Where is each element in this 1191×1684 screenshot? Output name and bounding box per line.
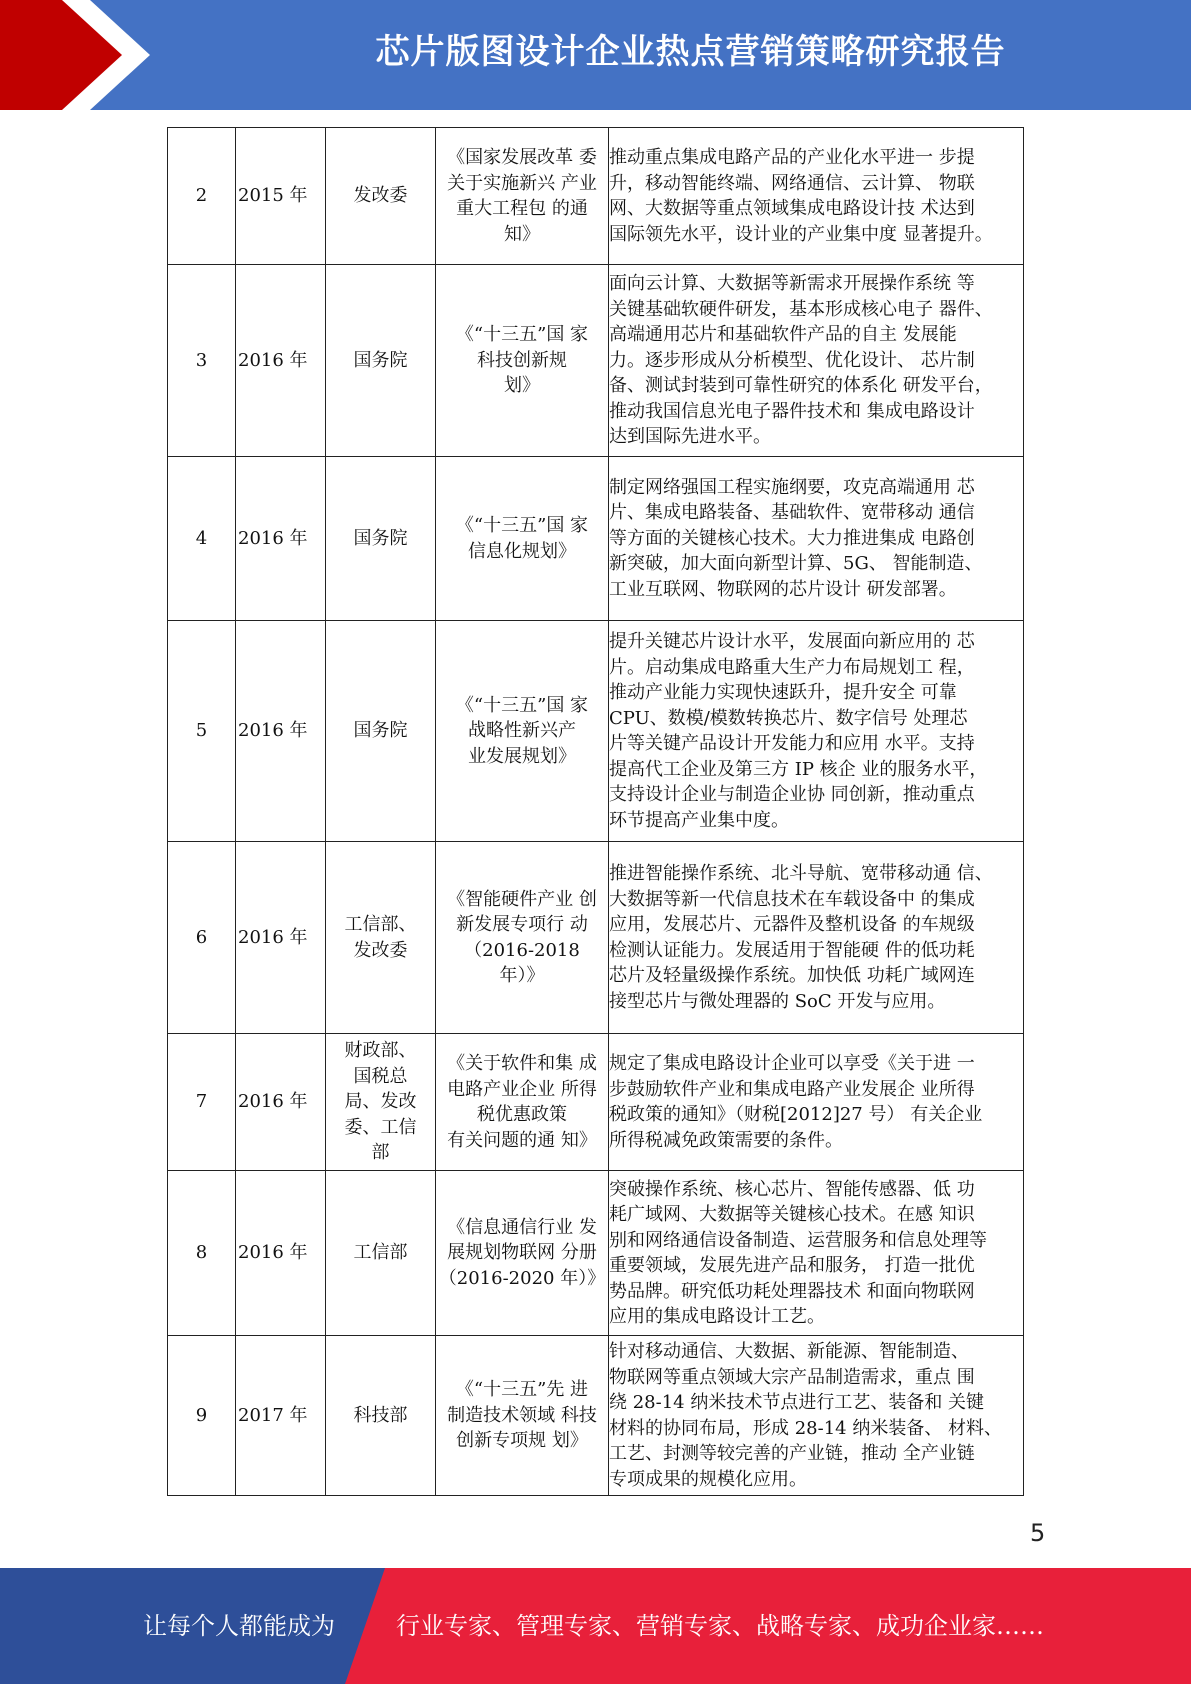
row-policy-line: 关于实施新兴 产业 bbox=[447, 172, 597, 194]
row-policy-line: 科技创新规 bbox=[477, 349, 567, 371]
row-number: 2 bbox=[168, 128, 236, 265]
row-content bbox=[609, 621, 1024, 842]
row-content-line: 关键基础软硬件研发，基本形成核心电子 器件、 bbox=[609, 298, 993, 320]
row-policy bbox=[436, 621, 609, 842]
row-content-line: 高端通用芯片和基础软件产品的自主 发展能 bbox=[609, 324, 957, 346]
row-policy-line: （2016-2020 年）》 bbox=[438, 1267, 606, 1289]
row-year: 2016 年 bbox=[236, 842, 326, 1034]
row-content-line: 绕 28-14 纳米技术节点进行工艺、装备和 关键 bbox=[609, 1392, 985, 1413]
row-content-line: 片、集成电路装备、基础软件、宽带移动 通信 bbox=[609, 502, 975, 524]
row-content bbox=[609, 457, 1024, 621]
row-content-line: 耗广域网、大数据等关键核心技术。在感 知识 bbox=[609, 1204, 975, 1225]
row-content-line: 制定网络强国工程实施纲要，攻克高端通用 芯 bbox=[609, 476, 975, 498]
row-content-line: 应用的集成电路设计工艺。 bbox=[609, 1306, 825, 1327]
row-department-line: 发改委 bbox=[353, 939, 408, 961]
footer-slogan-right: 行业专家、管理专家、营销专家、战略专家、成功企业家…… bbox=[396, 1612, 1044, 1640]
row-policy-line: 《关于软件和集 成 bbox=[447, 1053, 597, 1074]
row-content-line: 应用，发展芯片、元器件及整机设备 的车规级 bbox=[609, 914, 975, 935]
row-content-line: 材料的协同布局，形成 28-14 纳米装备、 材料、 bbox=[609, 1417, 1003, 1439]
row-content-line: 片。启动集成电路重大生产力布局规划工 程， bbox=[609, 656, 975, 678]
row-content-line: 推动我国信息光电子器件技术和 集成电路设计 bbox=[609, 400, 975, 422]
report-title: 芯片版图设计企业热点营销策略研究报告 bbox=[375, 32, 1006, 72]
row-department-line: 国务院 bbox=[353, 527, 408, 549]
footer-slogan-left: 让每个人都能成为 bbox=[143, 1612, 335, 1640]
row-year: 2015 年 bbox=[236, 128, 326, 265]
header-chevron-decoration bbox=[0, 0, 160, 110]
row-policy bbox=[436, 1034, 609, 1171]
row-content-line: 税政策的通知》（财税[2012]27 号） 有关企业 bbox=[609, 1104, 983, 1125]
row-content-line: 重要领域，发展先进产品和服务， 打造一批优 bbox=[609, 1255, 975, 1276]
row-content-line: 备、测试封装到可靠性研究的体系化 研发平台， bbox=[609, 375, 993, 397]
row-policy bbox=[436, 457, 609, 621]
row-content-line: 升，移动智能终端、网络通信、云计算、 物联 bbox=[609, 172, 975, 194]
row-year: 2016 年 bbox=[236, 621, 326, 842]
row-content-line: 势品牌。研究低功耗处理器技术 和面向物联网 bbox=[609, 1280, 975, 1302]
row-department-line: 工信部 bbox=[353, 1242, 408, 1264]
row-department bbox=[326, 128, 436, 265]
row-policy-line: 《“十三五”国 家 bbox=[455, 515, 589, 536]
row-department-line: 委、工信 bbox=[344, 1116, 417, 1138]
table-row bbox=[168, 128, 1024, 265]
row-year: 2016 年 bbox=[236, 457, 326, 621]
row-content-line: 支持设计企业与制造企业协 同创新，推动重点 bbox=[609, 784, 975, 805]
row-content bbox=[609, 1034, 1024, 1171]
row-department bbox=[326, 621, 436, 842]
page-header bbox=[0, 0, 1191, 110]
row-number: 9 bbox=[168, 1336, 236, 1496]
table-row bbox=[168, 457, 1024, 621]
row-department-line: 国务院 bbox=[353, 720, 408, 742]
row-content-line: 提高代工企业及第三方 IP 核企 业的服务水平， bbox=[609, 758, 988, 780]
row-content-line: 接型芯片与微处理器的 SoC 开发与应用。 bbox=[609, 990, 946, 1012]
row-department bbox=[326, 457, 436, 621]
row-policy bbox=[436, 842, 609, 1034]
row-content-line: 工艺、封测等较完善的产业链，推动 全产业链 bbox=[609, 1443, 975, 1464]
row-content bbox=[609, 1336, 1024, 1496]
row-department-line: 发改委 bbox=[353, 185, 408, 207]
row-policy-line: 战略性新兴产 bbox=[468, 720, 576, 742]
row-department-line: 财政部、 bbox=[344, 1040, 417, 1062]
row-content-line: 推动产业能力实现快速跃升，提升安全 可靠 bbox=[609, 682, 957, 703]
row-policy-line: 税优惠政策 bbox=[477, 1104, 567, 1125]
row-policy-line: 年）》 bbox=[499, 965, 545, 986]
row-department-line: 工信部、 bbox=[344, 914, 417, 935]
row-policy bbox=[436, 128, 609, 265]
row-policy-line: 新发展专项行 动 bbox=[456, 914, 588, 935]
row-content-line: 突破操作系统、核心芯片、智能传感器、低 功 bbox=[609, 1178, 975, 1200]
row-content-line: 力。逐步形成从分析模型、优化设计、 芯片制 bbox=[609, 349, 975, 371]
row-content-line: CPU、数模/模数转换芯片、数字信号 处理芯 bbox=[609, 707, 968, 729]
row-department bbox=[326, 265, 436, 457]
row-content-line: 推进智能操作系统、北斗导航、宽带移动通 信、 bbox=[609, 863, 993, 884]
table-row bbox=[168, 621, 1024, 842]
table-row bbox=[168, 1171, 1024, 1336]
row-number: 7 bbox=[168, 1034, 236, 1171]
row-content-line: 专项成果的规模化应用。 bbox=[609, 1468, 807, 1490]
row-content-line: 片等关键产品设计开发能力和应用 水平。支持 bbox=[609, 733, 975, 754]
row-content-line: 国际领先水平，设计业的产业集中度 显著提升。 bbox=[609, 223, 993, 245]
row-department bbox=[326, 1336, 436, 1496]
row-policy bbox=[436, 265, 609, 457]
row-policy-line: 《信息通信行业 发 bbox=[447, 1216, 597, 1238]
row-policy-line: 《“十三五”国 家 bbox=[455, 324, 589, 346]
table-row bbox=[168, 842, 1024, 1034]
row-number: 8 bbox=[168, 1171, 236, 1336]
row-policy-line: 业发展规划》 bbox=[468, 745, 576, 767]
row-content-line: 别和网络通信设备制造、运营服务和信息处理等 bbox=[609, 1229, 987, 1251]
row-policy-line: 有关问题的通 知》 bbox=[447, 1129, 597, 1151]
row-policy-line: 《国家发展改革 委 bbox=[447, 147, 597, 168]
row-policy-line: 知》 bbox=[504, 223, 540, 245]
row-number: 4 bbox=[168, 457, 236, 621]
row-content-line: 提升关键芯片设计水平，发展面向新应用的 芯 bbox=[609, 631, 975, 652]
row-department bbox=[326, 1171, 436, 1336]
row-content bbox=[609, 128, 1024, 265]
row-department-line: 部 bbox=[371, 1142, 390, 1164]
row-year: 2016 年 bbox=[236, 265, 326, 457]
row-content-line: 大数据等新一代信息技术在车载设备中 的集成 bbox=[609, 888, 975, 910]
table-row bbox=[168, 265, 1024, 457]
row-policy-line: 制造技术领域 科技 bbox=[447, 1404, 597, 1426]
row-department-line: 国务院 bbox=[353, 349, 408, 371]
row-number: 5 bbox=[168, 621, 236, 842]
row-department-line: 国税总 bbox=[353, 1065, 408, 1087]
row-content-line: 推动重点集成电路产品的产业化水平进一 步提 bbox=[609, 147, 975, 168]
table-row bbox=[168, 1336, 1024, 1496]
row-policy-line: 《“十三五”先 进 bbox=[455, 1379, 589, 1401]
row-content-line: 针对移动通信、大数据、新能源、智能制造、 bbox=[609, 1341, 969, 1362]
row-policy-line: 《“十三五”国 家 bbox=[455, 694, 589, 716]
row-year: 2016 年 bbox=[236, 1171, 326, 1336]
row-content-line: 检测认证能力。发展适用于智能硬 件的低功耗 bbox=[609, 939, 975, 961]
row-content-line: 步鼓励软件产业和集成电路产业发展企 业所得 bbox=[609, 1078, 975, 1100]
row-policy-line: 划》 bbox=[504, 375, 540, 397]
row-policy-line: （2016-2018 bbox=[464, 939, 580, 961]
row-department-line: 局、发改 bbox=[344, 1091, 417, 1113]
row-content-line: 所得税减免政策需要的条件。 bbox=[609, 1129, 843, 1151]
row-policy-line: 电路产业企业 所得 bbox=[447, 1078, 597, 1100]
row-content-line: 达到国际先进水平。 bbox=[609, 426, 771, 448]
policy-table bbox=[167, 127, 1024, 1496]
page-number: 5 bbox=[1030, 1519, 1046, 1547]
row-content-line: 规定了集成电路设计企业可以享受《关于进 一 bbox=[609, 1053, 975, 1074]
row-content-line: 物联网等重点领域大宗产品制造需求，重点 围 bbox=[609, 1366, 975, 1388]
row-content-line: 网、大数据等重点领域集成电路设计技 术达到 bbox=[609, 198, 975, 219]
row-policy-line: 展规划物联网 分册 bbox=[447, 1242, 597, 1264]
row-policy bbox=[436, 1336, 609, 1496]
row-content-line: 芯片及轻量级操作系统。加快低 功耗广域网连 bbox=[609, 965, 975, 986]
row-department bbox=[326, 1034, 436, 1171]
row-year: 2016 年 bbox=[236, 1034, 326, 1171]
row-content bbox=[609, 842, 1024, 1034]
row-department-line: 科技部 bbox=[353, 1404, 408, 1426]
row-policy-line: 信息化规划》 bbox=[468, 540, 576, 562]
row-policy-line: 重大工程包 的通 bbox=[456, 198, 588, 219]
row-content bbox=[609, 1171, 1024, 1336]
policy-table-body bbox=[168, 128, 1024, 1496]
row-policy bbox=[436, 1171, 609, 1336]
row-number: 3 bbox=[168, 265, 236, 457]
row-content-line: 等方面的关键核心技术。大力推进集成 电路创 bbox=[609, 527, 975, 549]
row-policy-line: 创新专项规 划》 bbox=[456, 1430, 588, 1452]
row-number: 6 bbox=[168, 842, 236, 1034]
row-policy-line: 《智能硬件产业 创 bbox=[447, 888, 597, 910]
row-content-line: 新突破，加大面向新型计算、5G、 智能制造、 bbox=[609, 553, 983, 575]
table-row bbox=[168, 1034, 1024, 1171]
row-content-line: 环节提高产业集中度。 bbox=[609, 809, 789, 831]
row-content bbox=[609, 265, 1024, 457]
row-content-line: 工业互联网、物联网的芯片设计 研发部署。 bbox=[609, 578, 957, 600]
row-content-line: 面向云计算、大数据等新需求开展操作系统 等 bbox=[609, 273, 975, 295]
page-footer bbox=[0, 1568, 1191, 1684]
row-department bbox=[326, 842, 436, 1034]
row-year: 2017 年 bbox=[236, 1336, 326, 1496]
